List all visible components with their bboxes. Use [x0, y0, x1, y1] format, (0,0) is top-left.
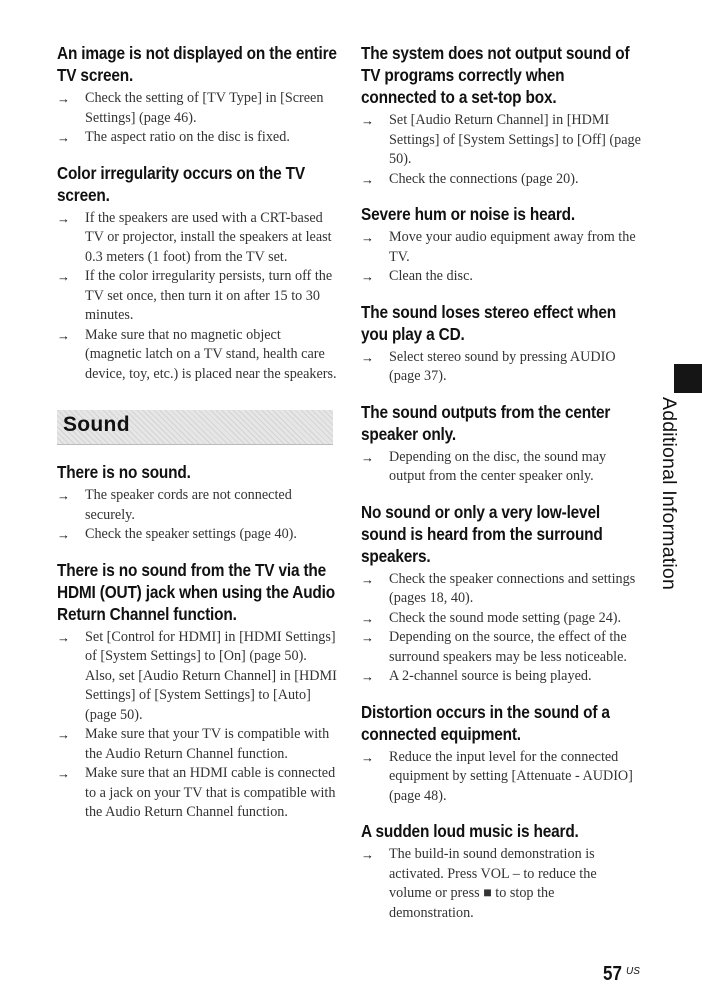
troubleshooting-section	[361, 501, 641, 687]
solution-text: Clean the disc.	[389, 268, 473, 284]
solution-item	[361, 667, 641, 687]
right-sections	[361, 42, 641, 923]
arrow-bullet-icon: →	[361, 847, 374, 862]
arrow-bullet-icon: →	[361, 669, 374, 684]
solution-text: Check the speaker settings (page 40).	[85, 526, 297, 542]
arrow-bullet-icon: →	[361, 630, 374, 645]
solution-item	[361, 748, 641, 807]
solution-text: Reduce the input level for the connected equipment by setting [Attenuate - AUDIO] (page 48).	[389, 748, 633, 804]
troubleshooting-section	[57, 42, 337, 148]
arrow-bullet-icon: →	[361, 113, 374, 128]
troubleshooting-section	[361, 301, 641, 387]
solution-text: Set [Audio Return Channel] in [HDMI Settings] of [System Settings] to [Off] (page 50).	[389, 112, 641, 167]
section-heading: Severe hum or noise is heard.	[361, 204, 576, 224]
arrow-bullet-icon: →	[361, 749, 374, 765]
left-bottom-sections	[57, 461, 337, 823]
chapter-tab-marker	[674, 364, 702, 393]
arrow-bullet-icon: →	[57, 210, 70, 226]
solution-item	[361, 228, 641, 267]
page-region-suffix: US	[626, 966, 640, 977]
arrow-bullet-icon: →	[57, 327, 70, 343]
solution-item	[57, 725, 337, 764]
section-heading: An image is not displayed on the entire TV screen.	[57, 43, 337, 85]
solution-text: A 2-channel source is being played.	[389, 668, 592, 684]
troubleshooting-section	[57, 162, 337, 385]
solution-item	[361, 267, 641, 287]
arrow-bullet-icon: →	[57, 130, 70, 145]
solution-item	[361, 111, 641, 170]
solution-text: Check the sound mode setting (page 24).	[389, 609, 622, 626]
troubleshooting-section	[361, 401, 641, 487]
section-heading: The sound loses stereo effect when you play a CD.	[361, 301, 617, 344]
chapter-side-label-text: Additional Information	[658, 397, 680, 591]
solution-text: Check the speaker connections and settings (pages 18, 40).	[389, 570, 636, 606]
solution-text: If the speakers are used with a CRT-based TV or projector, install the speakers at least 0.3 meters (1 foot) from the TV set.	[85, 209, 332, 265]
arrow-bullet-icon: →	[57, 629, 70, 645]
solution-item	[57, 209, 337, 268]
section-heading: Color irregularity occurs on the TV screen.	[57, 162, 305, 205]
solution-item	[57, 89, 337, 128]
section-heading: The system does not output sound of TV programs correctly when connected to a set-top box.	[361, 43, 630, 107]
solution-item	[361, 170, 641, 190]
solution-item	[57, 267, 337, 326]
arrow-bullet-icon: →	[361, 171, 374, 187]
solution-item	[361, 570, 641, 609]
solution-text: The build-in sound demonstration is activated. Press VOL – to reduce the volume or press ■ to stop the demonstration.	[389, 846, 597, 921]
solution-item	[57, 326, 337, 385]
right-column	[361, 42, 641, 937]
troubleshooting-section	[57, 461, 337, 545]
troubleshooting-section	[361, 820, 641, 923]
arrow-bullet-icon: →	[361, 449, 374, 465]
left-top-sections	[57, 42, 337, 384]
solution-text: Select stereo sound by pressing AUDIO (page 37).	[389, 348, 616, 384]
solution-text: The speaker cords are not connected securely.	[85, 487, 292, 523]
troubleshooting-section	[361, 701, 641, 807]
solution-item	[57, 628, 337, 726]
solution-text: Depending on the disc, the sound may output from the center speaker only.	[389, 448, 607, 484]
chapter-side-label	[656, 397, 682, 591]
section-heading: Distortion occurs in the sound of a connected equipment.	[361, 701, 610, 744]
arrow-bullet-icon: →	[361, 610, 374, 626]
solution-item	[361, 628, 641, 667]
section-heading: A sudden loud music is heard.	[361, 821, 579, 841]
sound-banner-label: Sound	[63, 413, 130, 436]
solution-item	[57, 128, 337, 148]
troubleshooting-section	[361, 42, 641, 189]
arrow-bullet-icon: →	[57, 766, 70, 781]
solution-item	[361, 845, 641, 923]
solution-item	[361, 448, 641, 487]
solution-item	[57, 764, 337, 823]
section-heading: There is no sound from the TV via the HDMI (OUT) jack when using the Audio Return Channel function.	[57, 559, 335, 624]
solution-item	[361, 609, 641, 629]
left-column	[57, 42, 337, 837]
solution-text: The aspect ratio on the disc is fixed.	[85, 129, 290, 145]
solution-text: If the color irregularity persists, turn off the TV set once, then turn it on after 15 to 30 minutes.	[85, 268, 333, 323]
solution-text: Make sure that your TV is compatible with the Audio Return Channel function.	[85, 726, 330, 762]
troubleshooting-section	[57, 559, 337, 823]
arrow-bullet-icon: →	[361, 571, 374, 587]
arrow-bullet-icon: →	[361, 230, 374, 245]
solution-item	[57, 486, 337, 525]
solution-text: Set [Control for HDMI] in [HDMI Settings] of [System Settings] to [On] (page 50). Also, set [Audio Return Channel] in [HDMI Settings] of [System Settings] to [Auto] (page 50).	[85, 628, 337, 723]
troubleshooting-section	[361, 203, 641, 287]
solution-text: Depending on the source, the effect of the surround speakers may be less noticeable.	[389, 629, 627, 665]
solution-text: Check the connections (page 20).	[389, 170, 579, 187]
section-heading: The sound outputs from the center speaker only.	[361, 401, 611, 444]
solution-text: Move your audio equipment away from the TV.	[389, 229, 636, 265]
arrow-bullet-icon: →	[57, 488, 70, 503]
arrow-bullet-icon: →	[57, 727, 70, 742]
arrow-bullet-icon: →	[57, 527, 70, 542]
solution-text: Make sure that an HDMI cable is connected to a jack on your TV that is compatible with the Audio Return Channel function.	[85, 765, 336, 820]
arrow-bullet-icon: →	[361, 349, 374, 365]
arrow-bullet-icon: →	[361, 269, 374, 284]
solution-item	[57, 525, 337, 545]
solution-item	[361, 348, 641, 387]
solution-text: Check the setting of [TV Type] in [Screen Settings] (page 46).	[85, 90, 324, 126]
solution-text: Make sure that no magnetic object (magnetic latch on a TV stand, health care device, toy, etc.) is placed near the speakers.	[85, 326, 337, 382]
section-heading: There is no sound.	[57, 462, 191, 482]
arrow-bullet-icon: →	[57, 91, 70, 106]
section-heading: No sound or only a very low-level sound is heard from the surround speakers.	[361, 501, 603, 566]
arrow-bullet-icon: →	[57, 269, 70, 284]
page-number: 57	[603, 963, 622, 985]
sound-section-banner	[57, 410, 333, 445]
